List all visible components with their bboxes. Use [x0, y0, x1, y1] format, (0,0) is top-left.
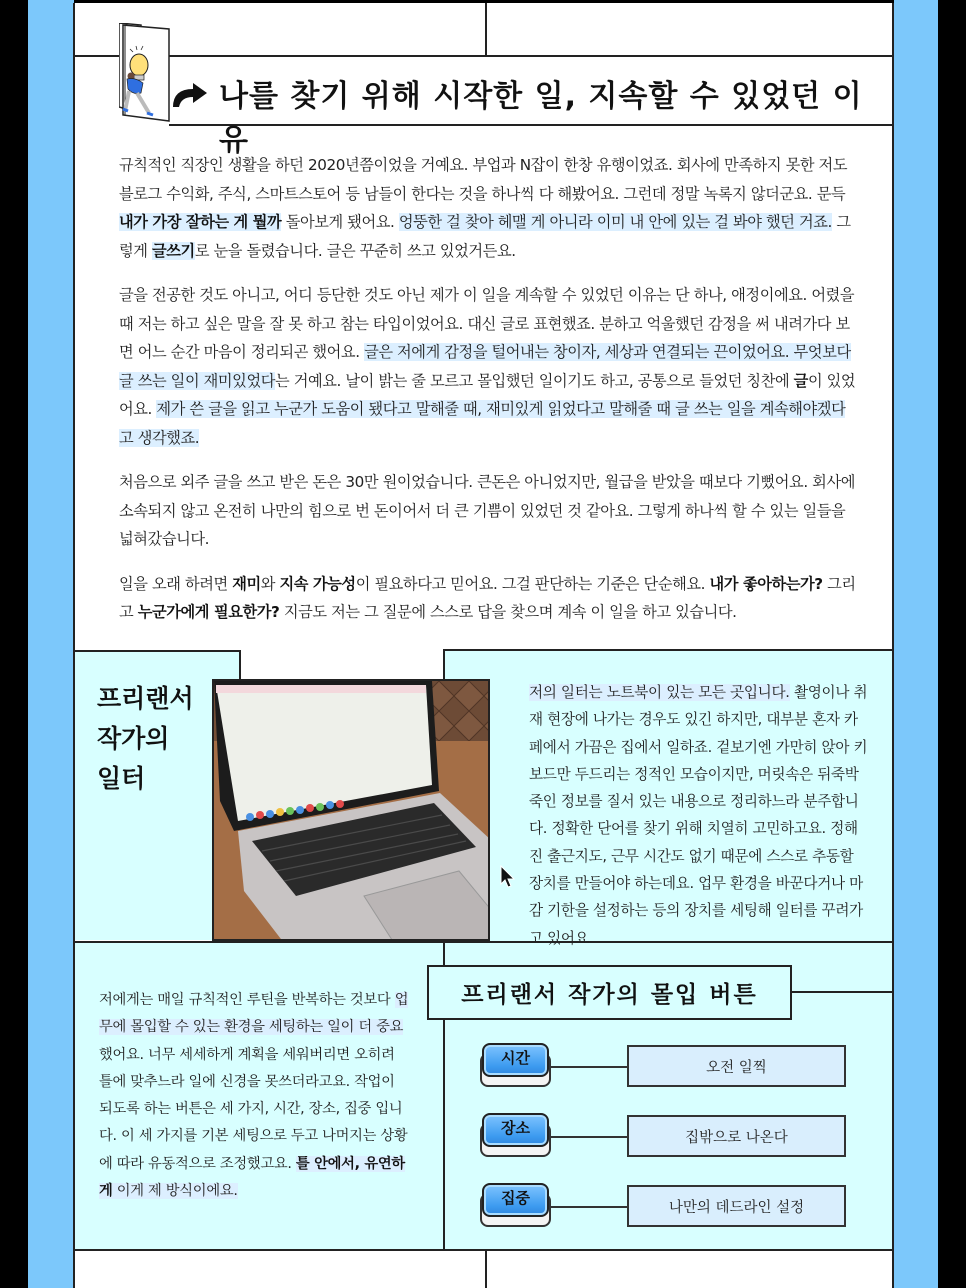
right-blue-border [894, 0, 938, 1288]
text: 글을 전공한 것도 아니고, 어디 등단한 것도 아닌 제가 이 일을 계속할 수 있었던 이유는 단 하나, 애정이에요. 어렸을 때 저는 하고 싶은 말을 잘 못 하고 참는 타입이었어요. 대신 글로 표현했죠. 분하고 억울했던 감정을 써 내려가다 보면 어느 순간 마음이 정리되곤 했어요. [119, 286, 855, 361]
text: 와 [260, 574, 280, 593]
page-title: 나를 찾기 위해 시작한 일, 지속할 수 있었던 이유 [219, 79, 863, 158]
highlight-text: 저의 일터는 노트북이 있는 모든 곳입니다. [529, 684, 790, 701]
key-focus [478, 1183, 553, 1229]
bold-text: 글 [793, 371, 808, 390]
intro-paragraph-2 [119, 281, 859, 452]
text: 저에게는 매일 규칙적인 루틴을 반복하는 것보다 [99, 992, 395, 1008]
divider [485, 3, 487, 55]
bold-text: 지속 가능성 [279, 574, 356, 593]
workspace-title [97, 679, 194, 799]
text: 돌아보게 됐어요. [281, 213, 399, 231]
text: 이 필요하다고 믿어요. 그걸 판단하는 기준은 단순해요. [355, 574, 710, 593]
highlight-text: 제가 쓴 글을 읽고 누군가 도움이 됐다고 말해줄 때, 재미있게 읽었다고 말해줄 때 글 쓰는 일을 계속해야겠다고 생각했죠. [119, 400, 846, 447]
bold-text: 내가 좋아하는가? [709, 574, 823, 593]
value-focus: 나만의 데드라인 설정 [627, 1185, 846, 1227]
highlight-text: 글은 저에게 감정을 털어내는 창이자, 세상과 연결되는 끈이었어요. 무엇보다 글 쓰는 일이 재미있었다 [119, 343, 851, 390]
key-label: 장소 [482, 1113, 549, 1147]
door-lightbulb-illustration-icon [119, 23, 179, 127]
intro-paragraph-4 [119, 570, 859, 627]
text: 규칙적인 직장인 생활을 하던 2020년쯤이었을 거예요. 부업과 N잡이 한창 유행이었죠. 회사에 만족하지 못한 저도 블로그 수익화, 주식, 스마트스토어 등 남들이 한다는 것을 하나씩 다 해봤어요. 그런데 정말 녹록지 않더군요. 문득 [119, 156, 848, 203]
bold-text: 틀 안에서, 유연하게 [99, 1155, 405, 1200]
focus-buttons-title: 프리랜서 작가의 몰입 버튼 [427, 965, 792, 1020]
title-line: 작가의 [97, 724, 170, 753]
laptop-illustration-icon [214, 681, 490, 941]
text: 했어요. 너무 세세하게 계획을 세워버리면 오히려 틀에 맞추느라 일에 신경을 못쓰더라고요. 작업이 되도록 하는 버튼은 세 가지, 시간, 장소, 집중 입니다. 이 세 가지를 기본 세팅으로 두고 나머지는 상황에 따라 유동적으로 조정했고요. [99, 1046, 408, 1172]
text: 일을 오래 하려면 [119, 574, 233, 593]
divider [485, 1251, 487, 1288]
text: 그리고 [119, 574, 856, 621]
bold-text: 재미 [232, 574, 261, 593]
text: 는 거예요. 날이 밝는 줄 모르고 몰입했던 일이기도 하고, 공통으로 들었던 칭찬에 [275, 371, 794, 390]
article-page [73, 3, 894, 1288]
workspace-text [529, 679, 869, 952]
title-line: 프리랜서 [97, 684, 194, 713]
connector-line [550, 1136, 628, 1138]
bold-text: 누군가에게 필요한가? [137, 603, 280, 621]
connector-line [550, 1066, 628, 1068]
value-place: 집밖으로 나온다 [627, 1115, 846, 1157]
text: 이 있었어요. [119, 371, 856, 418]
key-label: 시간 [482, 1043, 549, 1077]
intro-paragraph-1 [119, 151, 859, 265]
left-blue-border [28, 0, 74, 1288]
key-label: 집중 [482, 1183, 549, 1217]
divider [443, 941, 445, 966]
text: 로 눈을 돌렸습니다. 글은 꾸준히 쓰고 있었거든요. [194, 241, 516, 260]
highlight-text: 업무에 몰입할 수 있는 환경을 세팅하는 일이 더 중요 [99, 992, 409, 1036]
title-line: 일터 [97, 764, 146, 793]
curved-arrow-icon [171, 79, 209, 109]
value-time: 오전 일찍 [627, 1045, 846, 1087]
highlight-text: 이게 제 방식이에요. [112, 1183, 238, 1200]
intro-body [119, 151, 859, 643]
text: 그렇게 [119, 213, 851, 260]
key-time [478, 1043, 553, 1089]
bold-text: 내가 가장 잘하는 게 뭘까 [119, 213, 282, 231]
divider [443, 1020, 445, 1251]
connector-line [550, 1206, 628, 1208]
routine-text [99, 987, 411, 1205]
text: 지금도 저는 그 질문에 스스로 답을 찾으며 계속 이 일을 하고 있습니다. [279, 603, 737, 621]
divider [792, 991, 894, 993]
key-place [478, 1113, 553, 1159]
intro-paragraph-3: 처음으로 외주 글을 쓰고 받은 돈은 30만 원이었습니다. 큰돈은 아니었지만, 월급을 받았을 때보다 기뻤어요. 회사에 소속되지 않고 온전히 나만의 힘으로 번 돈이어서 더 큰 기쁨이 있었던 것 같아요. 그렇게 하나씩 할 수 있는 일들을 넓혀갔습니다. [119, 473, 855, 548]
highlight-text: 엉뚱한 걸 찾아 헤맬 게 아니라 이미 내 안에 있는 걸 봐야 했던 거죠. [398, 213, 832, 231]
mouse-cursor-icon [500, 865, 516, 889]
text: 촬영이나 취재 현장에 나가는 경우도 있긴 하지만, 대부분 혼자 카페에서 가끔은 집에서 일하죠. 겉보기엔 가만히 앉아 키보드만 두드리는 정적인 모습이지만, 머릿속은 뒤죽박죽인 정보를 질서 있는 내용으로 정리하느라 분주합니다. 정확한 단어를 찾기 위해 치열히 고민하고요. 정해진 출근지도, 근무 시간도 없기 때문에 스스로 추동할 장치를 만들어야 하는데요. 업무 환경을 바꾼다거나 마감 기한을 설정하는 등의 장치를 세팅해 일터를 꾸려가고 있어요. [529, 684, 868, 947]
laptop-photo [212, 679, 490, 941]
bold-text: 글쓰기 [151, 241, 195, 260]
